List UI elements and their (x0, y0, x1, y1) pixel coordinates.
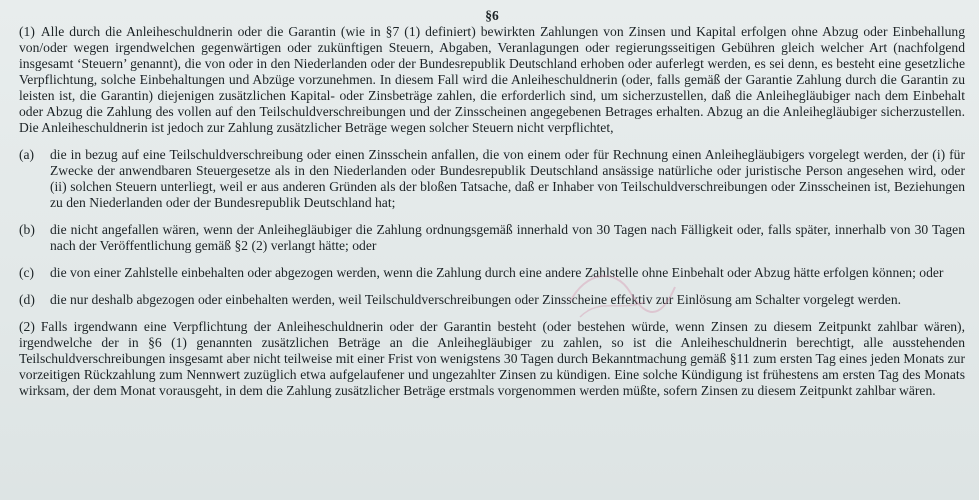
faded-stamp-mark (560, 262, 680, 332)
list-item-b-marker: (b) (19, 222, 35, 237)
list-item-d-marker: (d) (19, 292, 35, 307)
paragraph-2-number: (2) (19, 319, 35, 334)
list-item-b (19, 222, 965, 254)
paragraph-2 (19, 319, 965, 399)
list-item-d-text: die nur deshalb abgezogen oder einbehalten werden, weil Teilschuldverschreibungen oder Zinsscheine effektiv zur Einlösung am Schalter vorgelegt werden. (50, 292, 902, 307)
list-item-a (19, 147, 965, 211)
list-item-a-text: die in bezug auf eine Teilschuldverschreibung oder einen Zinsschein anfallen, die von einem oder für Rechnung einen Anleihegläubigers vorgelegt werden, der (i) für Zwecke der anwendbaren Steuergesetze als in den Niederlanden oder Bundesrepublik Deutschland ansässige natürliche oder juristische Person angesehen wird, oder (ii) solchen Steuern unterliegt, weil er aus anderen Gründen als der bloßen Tatsache, daß er Inhaber von Teilschuldverschreibungen oder Zinsscheinen ist, Beziehungen zu den Niederlanden oder der Bundesrepublik Deutschland hat; (50, 147, 965, 210)
list-item-a-marker: (a) (19, 147, 35, 162)
list-item-b-text: die nicht angefallen wären, wenn der Anleihegläubiger die Zahlung ordnungsgemäß innerhald von 30 Tagen nach Fälligkeit oder, falls später, innerhalb von 30 Tagen nach der Veröffentlichung gemäß §2 (2) verlangt hätte; oder (50, 222, 965, 253)
paragraph-2-text: Falls irgendwann eine Verpflichtung der Anleiheschuldnerin oder der Garantin besteht (oder bestehen würde, wenn Zinsen zu diesem Zeitpunkt zahlbar wären), irgendwelche der in §6 (1) genannten zusätzlichen Beträge an die Anleihegläubiger zu zahlen, so ist die Anleiheschuldnerin berechtigt, alle ausstehenden Teilschuldverschreibungen insgesamt aber nicht teilweise mit einer Frist von wenigstens 30 Tagen durch Bekanntmachung gemäß §11 zum ersten Tag eines jeden Monats zur vorzeitigen Rückzahlung zum Nennwert zuzüglich etwa aufgelaufener und ungezahlter Zinsen zu kündigen. Eine solche Kündigung ist frühestens am ersten Tag des Monats wirksam, der dem Monat vorausgeht, in dem die Zahlung zusätzlicher Beträge erstmals vorgenommen werden müßte, sofern Zinsen zu diesem Zeitpunkt zahlbar wären. (19, 319, 965, 398)
list-item-c (19, 265, 965, 281)
paragraph-1-text: Alle durch die Anleiheschuldnerin oder die Garantin (wie in §7 (1) definiert) bewirkten Zahlungen von Zinsen und Kapital erfolgen ohne Abzug oder Einbehallung von/oder wegen irgendwelchen gegenwärtigen oder zukünftigen Steuern, Abgaben, Veranlagungen oder regierungsseitigen Gebühren gleich welcher Art (nachfolgend insgesamt ‘Steuern’ genannt), die von oder in den Niederlanden oder der Bundesrepublik Deutschland erhoben oder auferlegt werden, es sei denn, es besteht eine gesetzliche Verpflichtung, solche Einbehaltungen und Abzüge vorzunehmen. In diesem Fall wird die Anleiheschuldnerin (oder, falls gemäß der Garantie Zahlung durch die Garantin zu leisten ist, die Garantin) diejenigen zusätzlichen Kapital- oder Zinsbeträge zahlen, die erforderlich sind, um sicherzustellen, daß die Anleihegläubiger nach dem Einbehalt oder Abzug die Zahlung des vollen auf den Teilschuldverschreibungen und der Zinsscheinen angegebenen Betrages erhalten. Abzug an die Anleihegläubiger sicherzustellen. Die Anleiheschuldnerin ist jedoch zur Zahlung zusätzlicher Beträge wegen solcher Steuern nicht verpflichtet, (19, 24, 965, 135)
list-item-c-marker: (c) (19, 265, 35, 280)
list-item-d (19, 292, 965, 308)
paragraph-1 (19, 24, 965, 136)
section-heading: §6 (485, 8, 499, 23)
paragraph-1-number: (1) (19, 24, 35, 39)
list-item-c-text: die von einer Zahlstelle einbehalten oder abgezogen werden, wenn die Zahlung durch eine andere Zahlstelle ohne Einbehalt oder Abzug hätte erfolgen können; oder (50, 265, 944, 280)
